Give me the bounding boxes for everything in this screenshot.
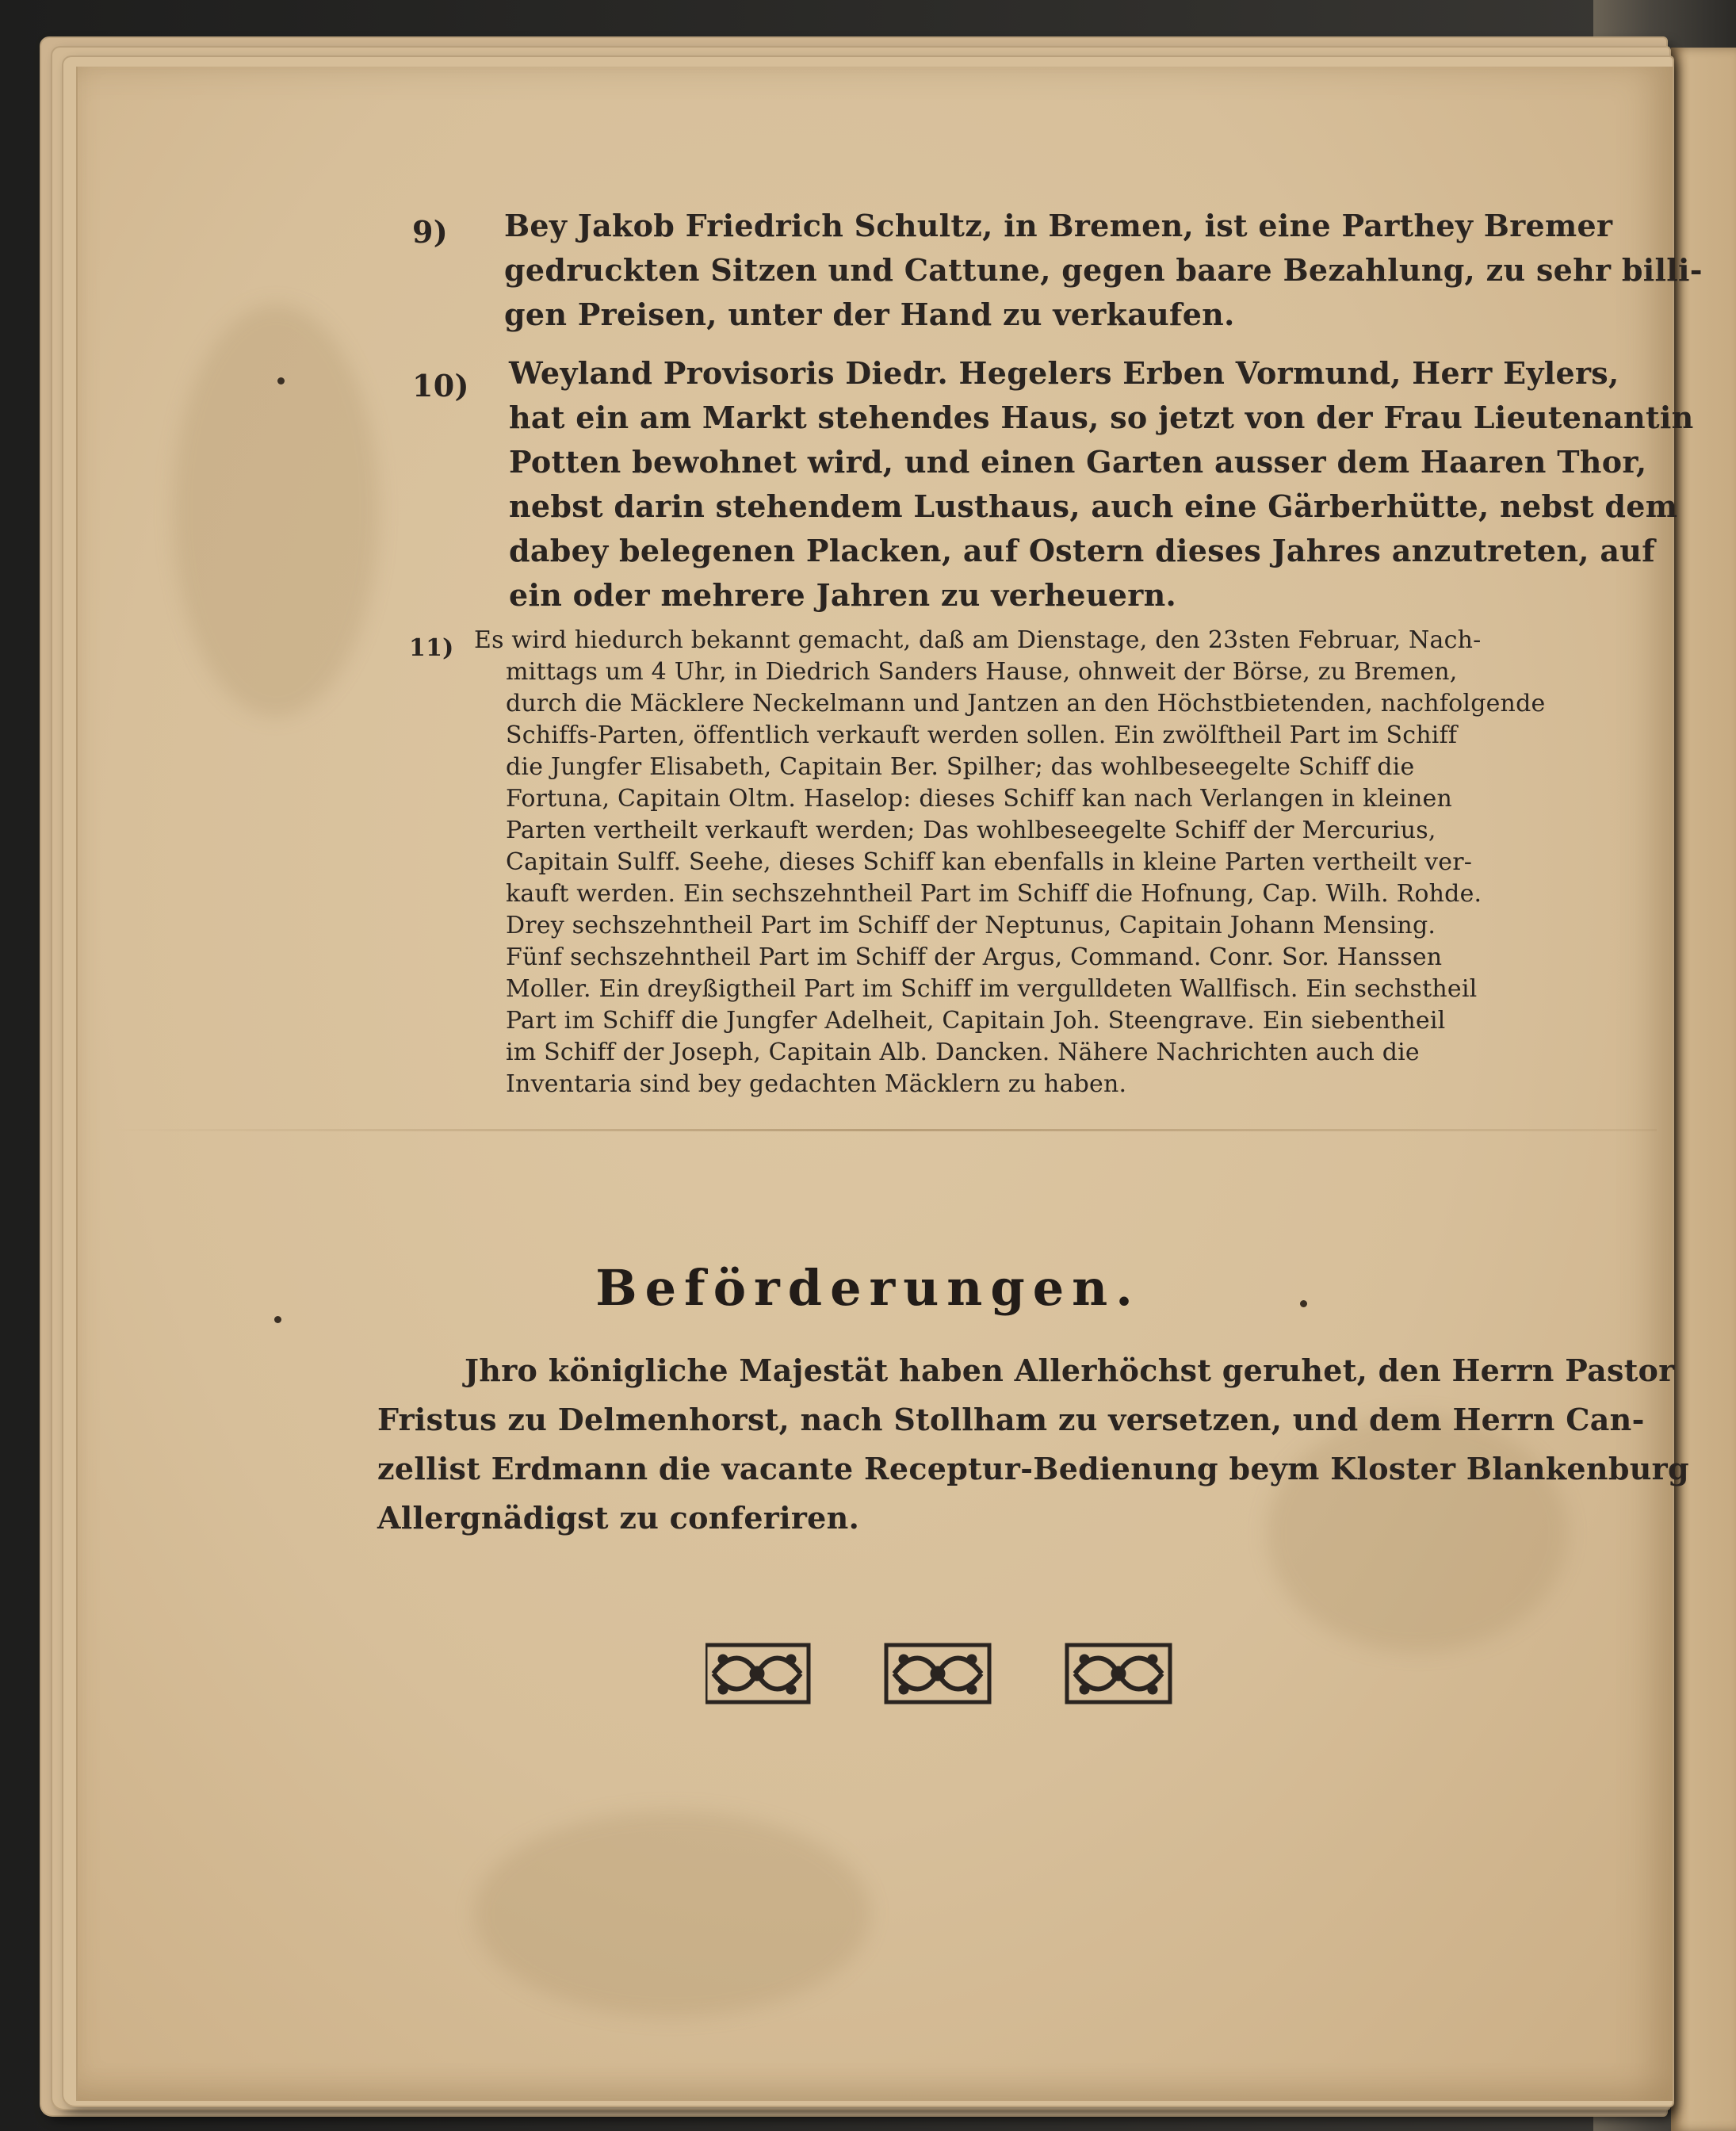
entry-line: hat ein am Markt stehendes Haus, so jetzt von der Frau Lieutenantin — [509, 400, 1694, 435]
section-heading: Beförderungen. — [595, 1259, 1141, 1317]
entry-line: Fortuna, Capitain Oltm. Haselop: dieses Schiff kan nach Verlangen in kleinen — [506, 785, 1452, 813]
paragraph-line: Allergnädigst zu conferiren. — [377, 1500, 860, 1536]
ornament-icon — [1067, 1645, 1170, 1702]
entry-number: 9) — [412, 214, 449, 250]
entry-line: Capitain Sulff. Seehe, dieses Schiff kan ebenfalls in kleine Parten vertheilt ver- — [506, 848, 1473, 876]
entry-line: die Jungfer Elisabeth, Capitain Ber. Spilher; das wohlbeseegelte Schiff die — [506, 753, 1415, 781]
paragraph-line: zellist Erdmann die vacante Receptur-Bedienung beym Kloster Blankenburg — [377, 1451, 1689, 1486]
entry-line: Drey sechszehntheil Part im Schiff der Neptunus, Capitain Johann Mensing. — [506, 912, 1436, 939]
entry-line: Schiffs-Parten, öffentlich verkauft werden sollen. Ein zwölftheil Part im Schiff — [506, 721, 1458, 749]
paragraph-line: Jhro königliche Majestät haben Allerhöchst geruhet, den Herrn Pastor — [465, 1352, 1675, 1388]
entry-line: nebst darin stehendem Lusthaus, auch eine Gärberhütte, nebst dem — [509, 488, 1678, 524]
entry-line: Moller. Ein dreyßigtheil Part im Schiff im vergulldeten Wallfisch. Ein sechstheil — [506, 975, 1478, 1003]
entry-line: gedruckten Sitzen und Cattune, gegen baare Bezahlung, zu sehr billi- — [504, 252, 1703, 288]
ornament-row — [705, 1641, 1181, 1712]
entry-line: kauft werden. Ein sechszehntheil Part im Schiff die Hofnung, Cap. Wilh. Rohde. — [506, 880, 1482, 908]
entry-line: im Schiff der Joseph, Capitain Alb. Dancken. Nähere Nachrichten auch die — [506, 1039, 1420, 1066]
entry-number: 10) — [412, 368, 469, 404]
ink-speck — [274, 1316, 281, 1323]
entry-line: ein oder mehrere Jahren zu verheuern. — [509, 577, 1177, 613]
ornament-icon — [705, 1645, 809, 1702]
entry-line: Potten bewohnet wird, und einen Garten ausser dem Haaren Thor, — [509, 444, 1647, 480]
printer-ornaments — [705, 1641, 1181, 1712]
entry-line: Weyland Provisoris Diedr. Hegelers Erben Vormund, Herr Eylers, — [509, 355, 1619, 391]
entry-line: gen Preisen, unter der Hand zu verkaufen. — [504, 297, 1235, 332]
entry-number: 11) — [409, 634, 454, 662]
facing-page-edge — [1671, 48, 1736, 2131]
ink-speck — [277, 377, 285, 384]
entry-line: mittags um 4 Uhr, in Diedrich Sanders Hause, ohnweit der Börse, zu Bremen, — [506, 658, 1458, 686]
entry-line: Inventaria sind bey gedachten Mäcklern zu haben. — [506, 1070, 1127, 1098]
paragraph-line: Fristus zu Delmenhorst, nach Stollham zu versetzen, und dem Herrn Can- — [377, 1402, 1645, 1437]
entry-line: Es wird hiedurch bekannt gemacht, daß am Dienstage, den 23sten Februar, Nach- — [474, 626, 1482, 654]
entry-line: Part im Schiff die Jungfer Adelheit, Capitain Joh. Steengrave. Ein siebentheil — [506, 1007, 1446, 1035]
entry-line: dabey belegenen Placken, auf Ostern dieses Jahres anzutreten, auf — [509, 533, 1655, 568]
entry-line: Fünf sechszehntheil Part im Schiff der Argus, Command. Conr. Sor. Hanssen — [506, 943, 1443, 971]
paper-fold — [103, 1129, 1657, 1131]
ornament-icon — [886, 1645, 989, 1702]
entry-line: durch die Mäcklere Neckelmann und Jantzen an den Höchstbietenden, nachfolgende — [506, 690, 1546, 717]
entry-line: Parten vertheilt verkauft werden; Das wohlbeseegelte Schiff der Mercurius, — [506, 817, 1436, 844]
entry-line: Bey Jakob Friedrich Schultz, in Bremen, ist eine Parthey Bremer — [504, 208, 1613, 243]
